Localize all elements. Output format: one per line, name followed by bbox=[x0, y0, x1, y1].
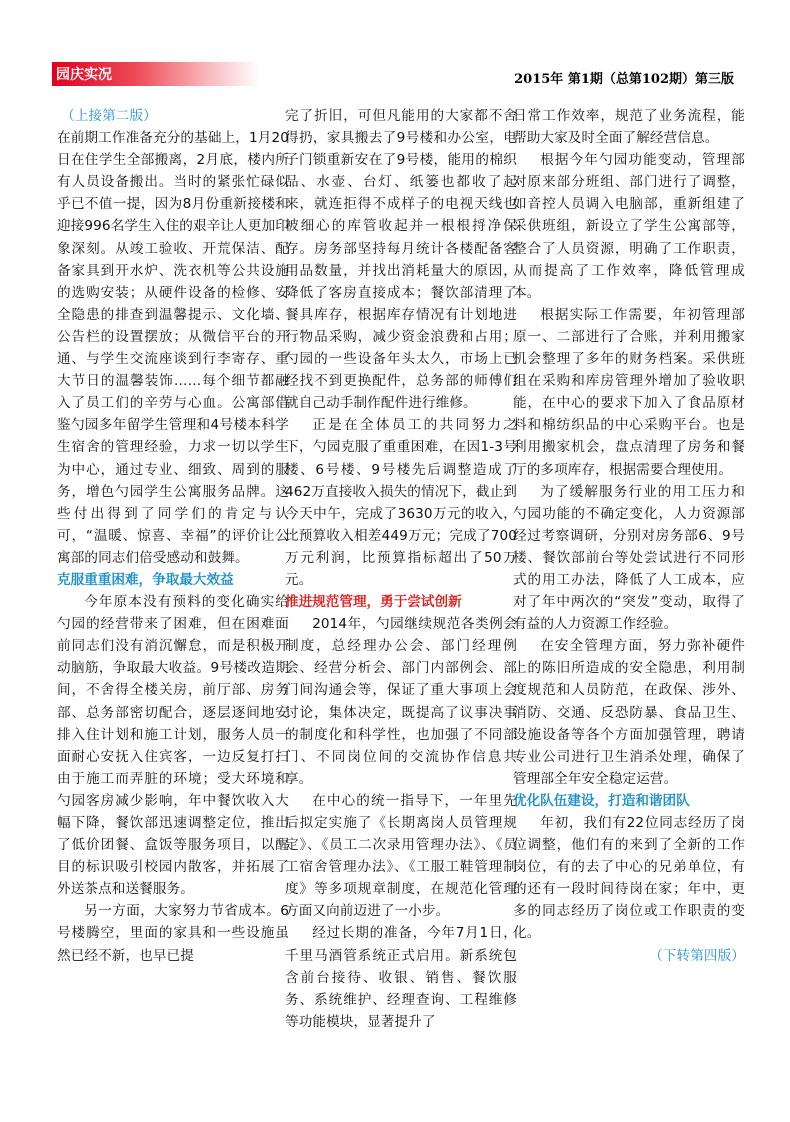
paragraph: 完了折旧，可但凡能用的大家都不舍得扔，家具搬去了9号楼和办公室，电子门锁重新安在了9号楼，能用的棉织品、水壶、台灯、纸篓也都收了起来，就连拒得不成样子的电视天线也被细心的库管收起并一根根捋净保存。房务部坚持每月统计各楼配备客用品数量，并找出消耗量大的原因，降低了客房直接成本；餐饮部清理了餐具库存，根据库存情况有计划地进行物品采购，减少资金浪费和占用；勺园的一些设备年头太久，市场上已经找不到更换配件，总务部的师傅们就自己动手制作配件进行维修。 bbox=[285, 108, 517, 412]
continued-from-note: （上接第二版） bbox=[61, 108, 157, 124]
issue-info: 2015年 第1期（总第102期）第三版 bbox=[514, 72, 734, 87]
paragraph: 另一方面，大家努力节省成本。6号楼腾空，里面的家具和一些设施虽然已经不新，也早已提 bbox=[57, 903, 289, 964]
continued-to-note: （下转第四版） bbox=[649, 947, 745, 964]
column-1 bbox=[57, 105, 289, 967]
paragraph: 根据今年勺园功能变动，管理部对原来部分班组、部门进行了调整，如音控人员调入电脑部，重新组建了采供班组，新设立了学生公寓部等，整合了人员资源，明确了工作职责，从而提高了工作效率，降低管理成本。 bbox=[513, 152, 745, 301]
paragraph: 2014年，勺园继续规范各类例会制度，总经理办公会、部门经理例会、经营分析会、部门内部例会、部门间沟通会等，保证了重大事项上会讨论，集体决定，既提高了议事决事的制度化和科学性，也加强了不同部门、不同岗位间的交流协作信息共享。 bbox=[285, 616, 517, 787]
paragraph: 今年原本没有预料的变化确实给勺园的经营带来了困难，但在困难面前同志们没有消沉懈怠，而是积极开动脑筋，争取最大收益。9号楼改造期间，不舍得全楼关房，前厅部、房务部、总务部密切配合，逐层逐间地安排入住计划和施工计划，服务人员一面耐心安抚入住宾客，一边反复打扫由于施工而弄脏的环境；受大环境和勺园客房减少影响，年中餐饮收入大幅下降，餐饮部迅速调整定位，推出了低价团餐、盒饭等服务项目，以醒目的标识吸引校园内散客，并拓展了外送茶点和送餐服务。 bbox=[57, 594, 289, 898]
paragraph: 根据实际工作需要，年初管理部原一、二部进行了合账，并利用搬家机会整理了多年的财务档案。采供班组在采购和库房管理外增加了验收职能，在中心的要求下加入了食品原材料和棉纺织品的中心采购平台。也是利用搬家机会，盘点清理了房务和餐厅的多项库存，根据需要合理使用。 bbox=[513, 306, 745, 478]
paragraph: 经过长期的准备，今年7月1日，千里马酒管系统正式启用。新系统包含前台接待、收银、销售、餐饮服务、系统维护、经理查询、工程维修等功能模块，显著提升了 bbox=[285, 925, 517, 1030]
section-heading: 推进规范管理，勇于尝试创新 bbox=[285, 594, 462, 611]
paragraph: 正是在全体员工的共同努力之下，勺园克服了重重困难，在因1-3号楼、6号楼、9号楼先后调整造成了462万直接收入损失的情况下，截止到今天中午，完成了3630万元的收入，比预算收入相差449万元；完成了700万元利润，比预算指标超出了50万元。 bbox=[285, 417, 517, 588]
section-title: 园庆实况 bbox=[56, 67, 112, 83]
paragraph: 在安全管理方面，努力弥补硬件上的陈旧所造成的安全隐患，利用制度规范和人员防范，在政保、涉外、消防、交通、反恐防暴、食品卫生、设施设备等各个方面加强管理，聘请专业公司进行卫生消杀处理，确保了管理部全年安全稳定运营。 bbox=[513, 638, 745, 787]
paragraph: 在前期工作准备充分的基础上，1月20日在住学生全部搬离，2月底，楼内所有人员设备搬出。当时的紧张忙碌似乎已不值一提，因为8月份重新接楼和迎接996名学生入住的艰辛让人更加印象深刻。从竣工验收、开荒保洁、配备家具到开水炉、洗衣机等公共设施的选购安装；从硬件设备的检修、安全隐患的排查到温馨提示、文化墙、公告栏的设置摆放；从微信平台的开通、与学生交流座谈到行李寄存、重大节日的温馨装饰……每个细节都融入了员工们的辛劳与心血。公寓部借鉴勺园多年留学生管理和4号楼本科学生宿舍的管理经验，力求一切以学生为中心，通过专业、细致、周到的服务，增色勺园学生公寓服务品牌。这些付出得到了同学们的肯定与认可，“温暖、惊喜、幸福”的评价让公寓部的同志们倍受感动和鼓舞。 bbox=[57, 130, 289, 566]
paragraph: 日常工作效率，规范了业务流程，能帮助大家及时全面了解经营信息。 bbox=[513, 108, 745, 147]
column-2 bbox=[285, 105, 517, 1033]
section-banner bbox=[52, 62, 260, 86]
paragraph: 在中心的统一指导下，一年里先后拟定实施了《长期离岗人员管理规定》、《员工二次录用管理办法》、《员工宿舍管理办法》、《工服工鞋管理制度》等多项规章制度，在规范化管理方面又向前迈进了一小步。 bbox=[285, 792, 517, 920]
paragraph: 年初，我们有22位同志经历了岗位调整，他们有的来到了全新的工作岗位，有的去了中心的兄弟单位，有的还有一段时间待岗在家；年中，更多的同志经历了岗位或工作职责的变化。 bbox=[513, 815, 745, 942]
section-heading: 克服重重困难，争取最大效益 bbox=[57, 571, 234, 588]
section-heading: 优化队伍建设，打造和谐团队 bbox=[513, 792, 690, 809]
paragraph: 为了缓解服务行业的用工压力和勺园功能的不确定变化，人力资源部经过考察调研，分别对房务部6、9号楼、餐饮部前台等处尝试进行不同形式的用工办法，降低了人工成本，应对了年中两次的“突发”变动，取得了有益的人力资源工作经验。 bbox=[513, 483, 745, 633]
column-3 bbox=[513, 105, 745, 967]
